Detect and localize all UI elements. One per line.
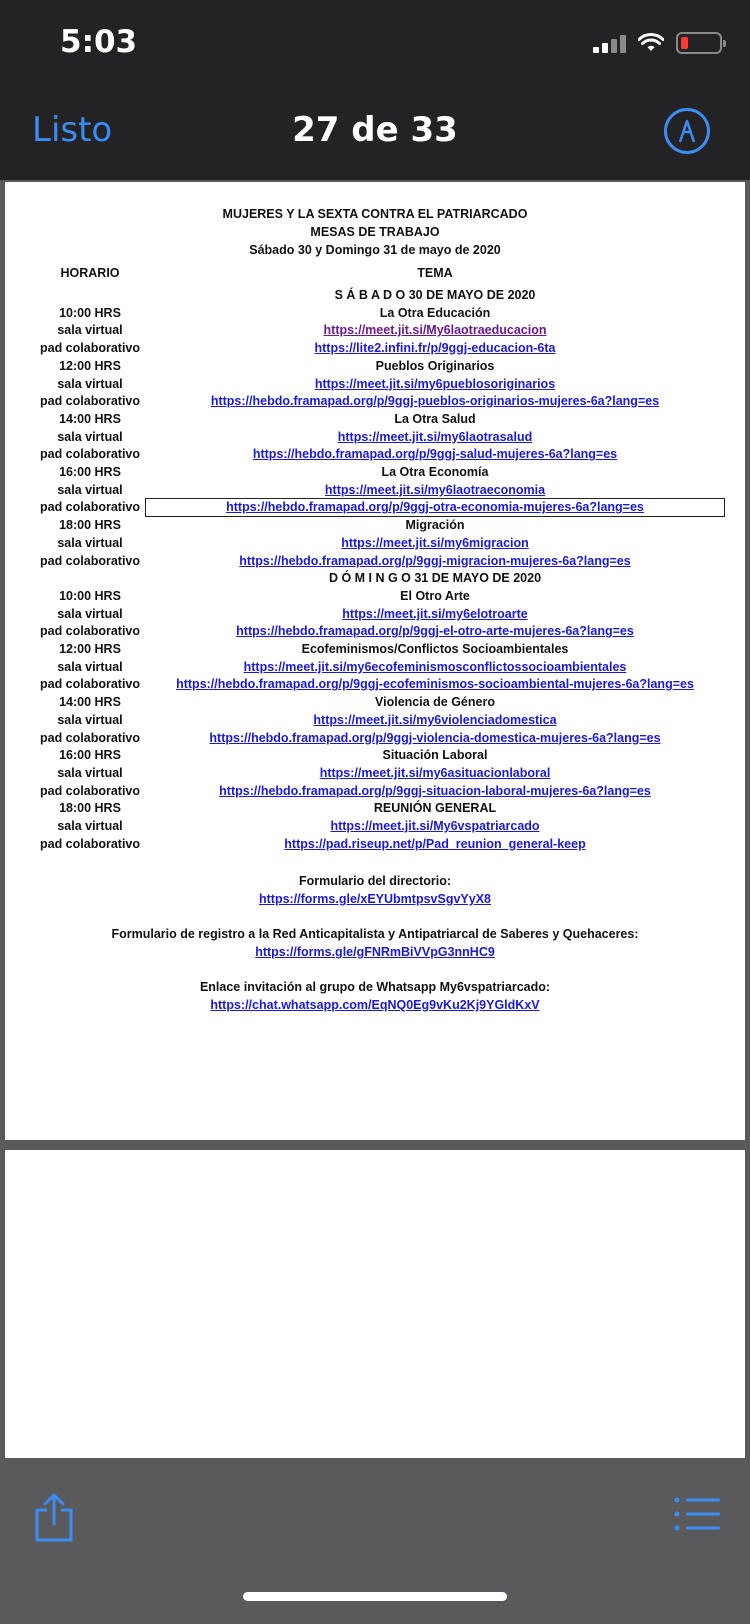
schedule-label: 16:00 HRS [59,465,121,479]
doc-title: MUJERES Y LA SEXTA CONTRA EL PATRIARCADO [222,207,528,221]
whatsapp-label: Enlace invitación al grupo de Whatsapp My6vspatriarcado: [199,980,551,994]
schedule-row [5,518,745,536]
registry-link[interactable]: https://forms.gle/gFNRmBiVVpG3nnHC9 [255,945,495,959]
schedule-label: sala virtual [57,606,123,621]
schedule-row [5,359,745,377]
battery-icon [676,32,722,54]
schedule-link[interactable]: https://meet.jit.si/my6migracion [341,535,529,550]
directory-label: Formulario del directorio: [298,874,452,888]
doc-subtitle: MESAS DE TRABAJO [310,225,440,239]
schedule-row [5,465,745,483]
schedule-row [5,677,745,695]
schedule-topic: Migración [405,518,465,533]
schedule-label: pad colaborativo [39,553,141,568]
schedule-label: sala virtual [57,819,123,833]
schedule-link[interactable]: https://meet.jit.si/my6violenciadomestica [313,712,557,727]
schedule-row [5,837,745,855]
schedule-row [5,377,745,395]
schedule-label: 12:00 HRS [59,642,121,656]
schedule-label: 18:00 HRS [59,801,121,816]
schedule-row [5,607,745,625]
next-document-page [5,1150,745,1458]
wifi-icon [638,33,664,53]
schedule-row [5,589,745,607]
schedule-topic: Pueblos Originarios [375,358,495,373]
schedule-label: sala virtual [57,765,123,780]
schedule-label: pad colaborativo [39,447,141,462]
document-page [5,182,745,1140]
page-indicator: 27 de 33 [292,110,458,150]
schedule-topic: La Otra Salud [394,411,476,426]
schedule-row [5,766,745,784]
schedule-row [5,288,745,306]
markup-pen-icon [675,118,699,144]
schedule-link[interactable]: https://meet.jit.si/My6laotraeducacion [323,323,547,338]
schedule-topic: La Otra Educación [379,305,491,320]
doc-dates: Sábado 30 y Domingo 31 de mayo de 2020 [249,243,501,257]
schedule-row [5,412,745,430]
schedule-row [5,341,745,359]
schedule-label: 14:00 HRS [59,411,121,426]
schedule-link[interactable]: https://hebdo.framapad.org/p/9ggj-violencia-domestica-mujeres-6a?lang=es [209,730,661,745]
schedule-label: pad colaborativo [39,730,141,745]
top-bar [0,0,750,180]
home-indicator [243,1592,507,1601]
schedule-link[interactable]: https://lite2.infini.fr/p/9ggj-educacion-6ta [314,341,556,356]
schedule-label: sala virtual [57,712,123,727]
schedule-row [5,323,745,341]
schedule-label: pad colaborativo [39,624,141,639]
schedule-link[interactable]: https://meet.jit.si/my6pueblosoriginarios [314,376,556,391]
schedule-row [5,571,745,589]
schedule-row [5,430,745,448]
registry-label: Formulario de registro a la Red Anticapitalista y Antipatriarcal de Saberes y Quehaceres: [111,927,639,941]
header-row [5,266,745,284]
status-icons [593,32,722,54]
schedule-topic: El Otro Arte [400,588,470,603]
schedule-label: sala virtual [57,659,123,674]
schedule-row [5,801,745,819]
column-header-horario: HORARIO [60,266,120,280]
schedule-row [5,624,745,642]
schedule-link[interactable]: https://meet.jit.si/my6laotraeconomia [324,482,546,497]
schedule-topic: Situación Laboral [382,748,488,763]
schedule-label: pad colaborativo [39,836,141,851]
schedule-row [5,748,745,766]
schedule-label: sala virtual [57,323,123,338]
schedule-link[interactable]: https://hebdo.framapad.org/p/9ggj-migracion-mujeres-6a?lang=es [239,553,631,568]
schedule-row [5,784,745,802]
schedule-link[interactable]: https://meet.jit.si/my6asituacionlaboral [319,765,551,780]
schedule-topic: La Otra Economía [381,465,489,479]
schedule-label: sala virtual [57,376,123,391]
schedule-link[interactable]: https://hebdo.framapad.org/p/9ggj-salud-mujeres-6a?lang=es [252,447,618,462]
schedule-label: pad colaborativo [39,677,141,692]
schedule-link[interactable]: https://hebdo.framapad.org/p/9ggj-otra-economia-mujeres-6a?lang=es [145,498,725,517]
schedule-link[interactable]: https://meet.jit.si/my6ecofeminismosconflictossocioambientales [243,659,627,674]
schedule-row [5,306,745,324]
column-header-tema: TEMA [417,266,453,280]
schedule-label: 16:00 HRS [59,748,121,763]
schedule-link[interactable]: https://hebdo.framapad.org/p/9ggj-pueblos-originarios-mujeres-6a?lang=es [210,394,660,409]
schedule-row [5,447,745,465]
schedule-label: 12:00 HRS [59,358,121,373]
outline-list-icon[interactable] [674,1496,720,1532]
schedule-row [5,394,745,412]
schedule-label: 18:00 HRS [59,518,121,533]
schedule-label: pad colaborativo [39,341,141,356]
schedule-topic: D Ó M I N G O 31 DE MAYO DE 2020 [328,571,542,586]
schedule-topic: Ecofeminismos/Conflictos Socioambientales [301,642,569,656]
whatsapp-link[interactable]: https://chat.whatsapp.com/EqNQ0Eg9vKu2Kj9YGldKxV [210,998,540,1012]
done-button[interactable]: Listo [32,110,113,150]
schedule-label: sala virtual [57,482,123,497]
schedule-link[interactable]: https://meet.jit.si/My6vspatriarcado [330,819,540,833]
schedule-row [5,713,745,731]
schedule-label: pad colaborativo [39,394,141,409]
schedule-label: pad colaborativo [39,783,141,798]
markup-button[interactable] [664,108,710,154]
schedule-label: pad colaborativo [39,500,141,515]
status-time: 5:03 [60,24,138,60]
schedule-link[interactable]: https://pad.riseup.net/p/Pad_reunion_general-keep [284,836,586,851]
schedule-link[interactable]: https://meet.jit.si/my6laotrasalud [337,429,533,444]
schedule-topic: S Á B A D O 30 DE MAYO DE 2020 [334,288,536,302]
schedule-topic: REUNIÓN GENERAL [373,801,497,816]
schedule-label: 14:00 HRS [59,695,121,710]
cellular-signal-icon [593,33,626,53]
schedule-row [5,554,745,572]
schedule-row [5,642,745,660]
schedule-row [5,731,745,749]
schedule-row [5,536,745,554]
schedule-link[interactable]: https://hebdo.framapad.org/p/9ggj-ecofeminismos-socioambiental-mujeres-6a?lang=es [176,677,694,692]
schedule-link[interactable]: https://hebdo.framapad.org/p/9ggj-situacion-laboral-mujeres-6a?lang=es [219,783,651,798]
schedule-row [5,500,745,518]
schedule-label: sala virtual [57,535,123,550]
schedule-label: 10:00 HRS [59,588,121,603]
schedule-label: 10:00 HRS [59,305,121,320]
directory-link[interactable]: https://forms.gle/xEYUbmtpsvSgvYyX8 [258,892,491,906]
schedule-link[interactable]: https://hebdo.framapad.org/p/9ggj-el-otro-arte-mujeres-6a?lang=es [236,624,634,639]
bottom-toolbar [0,1458,750,1624]
schedule-row [5,819,745,837]
share-icon[interactable] [32,1492,76,1544]
schedule-row [5,695,745,713]
schedule-row [5,660,745,678]
schedule-link[interactable]: https://meet.jit.si/my6elotroarte [342,606,528,621]
schedule-topic: Violencia de Género [375,695,495,710]
schedule-label: sala virtual [57,429,123,444]
